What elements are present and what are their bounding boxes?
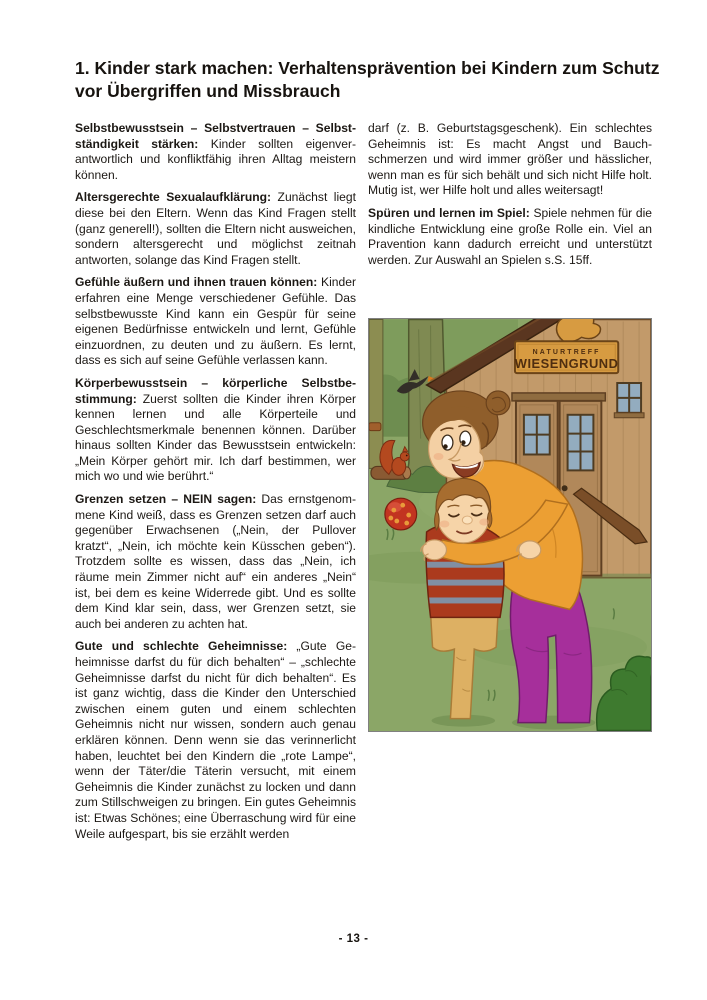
woman-hair-bun — [486, 391, 510, 415]
paragraph-text: Zuerst sollten die Kinder ihren Körper kennen lernen und alle Körperteile und Geschlechtsmerkmale benennen können. Darüber hinaus sollten Kinder das Bewusstsein entwickeln: „Mein Körper gehört mir. Ich darf bestimmen, wer mich wo und wie berührt.“ — [75, 391, 356, 484]
paragraph-text: Kinder sollten eigenverantwortlich und konfliktfähig ihren Alltag meistern können. — [75, 136, 356, 182]
paragraph-lead: Altersgerechte Sexualaufklärung: — [75, 190, 272, 205]
child-nose — [462, 516, 472, 524]
paragraph-text: „Gute Geheimnisse darfst du für dich behalten“ – „schlechte Geheimnisse darfst du nicht für dich behalten“. Es ist ganz wichtig, dass die Kinder den Unterschied zwischen einem guten und einem schlechten Geheimnis nicht nur wissen, sondern auch genau erklären können. Denn wenn sie das verinnerlicht haben, leuchtet bei den Kindern die „rote Lampe“, wenn der Täter/die Täterin versucht, mit einem Geheimnis die Kinder zunächst zu locken und dann zum Stillschweigen zu bringen. Ein gutes Geheimnis ist: Etwas Schönes; eine Überraschung wird für eine Weile aufgespart, bis sie erzählt werden — [75, 639, 356, 841]
right-column — [368, 121, 652, 275]
ball — [385, 498, 417, 530]
sign-line2: WIESENGRUND — [514, 356, 619, 372]
door-handle — [562, 485, 568, 491]
paragraph-lead: Gefühle äußern und ihnen trauen können: — [75, 275, 318, 290]
paragraph — [368, 121, 652, 199]
tree-trunk-left — [369, 319, 383, 468]
squirrel-carving-icon — [557, 319, 601, 342]
paragraph-lead: Selbstbewusstsein – Selbstvertrauen – Selbstständigkeit stärken: — [75, 121, 356, 151]
paragraph-text: Das ernstgenommene Kind weiß, dass es Grenzen setzen darf auch gegenüber Erwachsenen („Nein, der Pullover kratzt“, „Nein, ich möchte kein Küsschen geben“). Trotzdem sollte es wissen, dass das „Nein, ich räume mein Zimmer nicht auf“ ein anderes „Nein“ ist, bei dem es keine Widerrede gibt. Und es sollte dem Kind klar sein, dass, wer Grenzen setzt, sie auch bei anderen zu achten hat. — [75, 492, 356, 631]
paragraph-text: darf (z. B. Geburtstagsgeschenk). Ein schlechtes Geheimnis ist: Es macht Angst und Bauchschmerzen und wird immer größer und hässlicher, wenn man es für sich behält und sich nicht Hilfe holt. Mutig ist, wer Hilfe holt und alles weitersagt! — [368, 121, 652, 198]
paragraph — [368, 206, 652, 268]
illustration-svg — [369, 319, 651, 731]
house-sign — [515, 341, 619, 373]
paragraph-lead: Grenzen setzen – NEIN sagen: — [75, 492, 257, 507]
paragraph-lead: Körperbewusstsein – körperliche Selbstbestimmung: — [75, 375, 356, 406]
branch-stub — [369, 423, 381, 431]
paragraph-lead: Gute und schlechte Geheimnisse: — [75, 639, 288, 654]
paragraph — [75, 121, 356, 183]
wall-window — [614, 383, 644, 418]
paragraph — [75, 275, 356, 369]
paragraph-text: Zunächst liegt diese bei den Eltern. Wenn das Kind Fragen stellt (ganz generell!), sollten die Eltern nicht ausweichen, sondern altersgerecht und möglichst zeitnah antworten, solange das Kind Fragen stellt. — [75, 190, 356, 267]
paragraph — [75, 376, 356, 485]
paragraph-lead: Spüren und lernen im Spiel: — [368, 205, 530, 220]
left-column — [75, 121, 356, 849]
illustration-hug-scene — [368, 318, 652, 732]
paragraph-text: Kinder erfahren eine Menge verschiedener Gefühle. Das selbstbewusste Kind kann ein Gespür für seine eigenen Bedürfnisse entwickeln und lernt, Gefühle einzuordnen, zu deuten und zu äußern. Es lernt, dass es sich auf seine Gefühle verlassen kann. — [75, 275, 356, 368]
sign-line1: NATURTREFF — [532, 349, 601, 357]
paragraph — [75, 639, 356, 842]
page-number: - 13 - — [338, 933, 369, 945]
page-title: 1. Kinder stark machen: Verhaltensprävention bei Kindern zum Schutz vor Übergriffen und Missbrauch — [75, 58, 660, 101]
paragraph — [75, 190, 356, 268]
paragraph-text: Spiele nehmen für die kindliche Entwicklung eine große Rolle ein. Viel an Pravention kann dadurch erreicht und unterstützt werden. Zur Auswahl an Spielen s.S. 15ff. — [368, 205, 652, 267]
child-head — [435, 478, 492, 543]
paragraph — [75, 492, 356, 632]
